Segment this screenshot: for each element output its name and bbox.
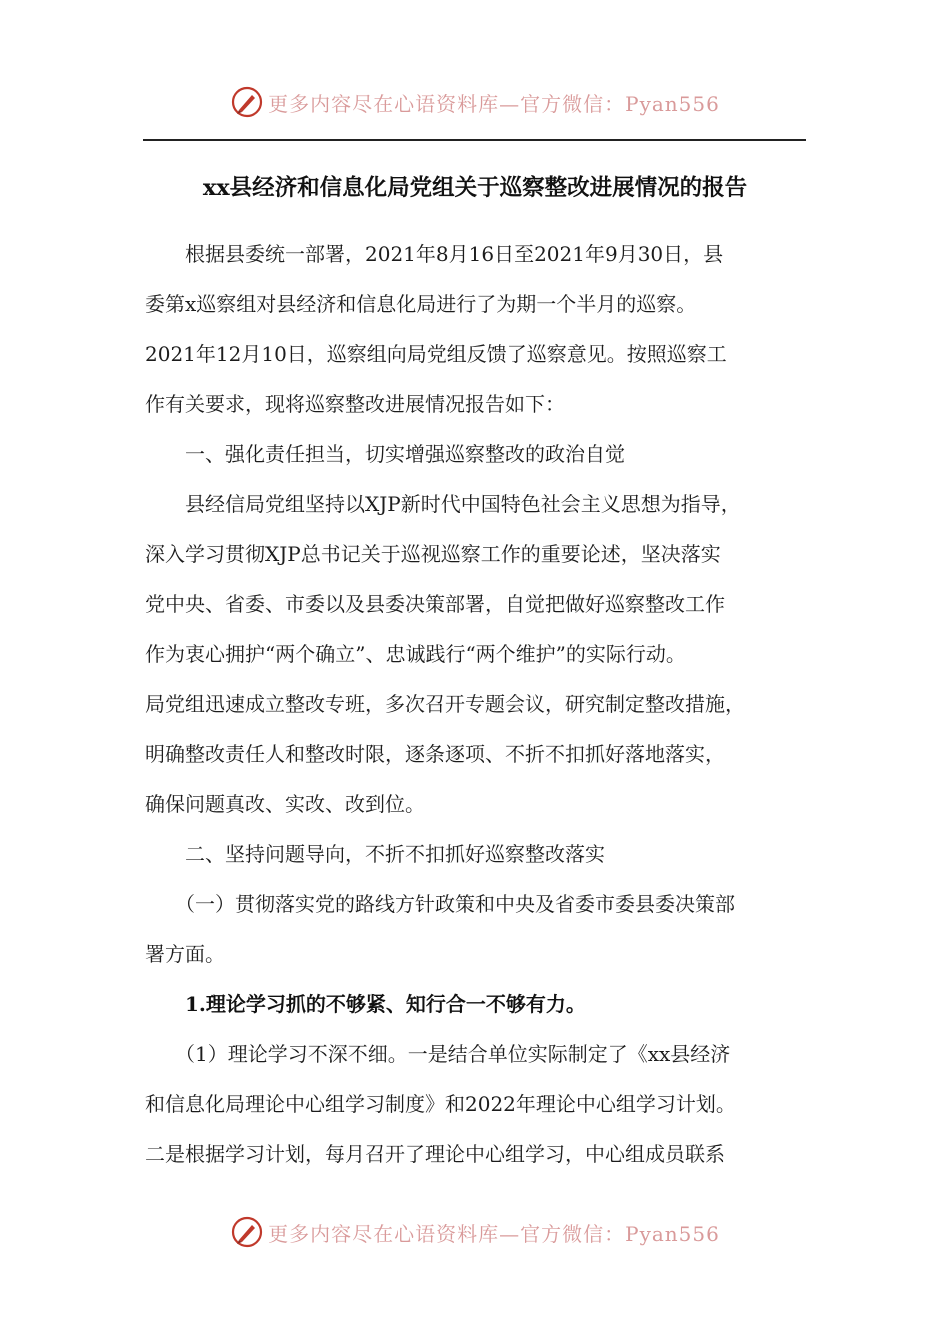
section-heading: 二、坚持问题导向，不折不扣抓好巡察整改落实 (145, 842, 605, 866)
body-line: 局党组迅速成立整改专班，多次召开专题会议，研究制定整改措施， (145, 692, 745, 716)
section-heading: 一、强化责任担当，切实增强巡察整改的政治自觉 (145, 442, 625, 466)
pen-logo-icon (230, 85, 264, 119)
body-line: 明确整改责任人和整改时限，逐条逐项、不折不扣抓好落地落实， (145, 742, 725, 766)
subsection-heading: 1.理论学习抓的不够紧、知行合一不够有力。 (145, 992, 586, 1016)
body-line: 根据县委统一部署，2021年8月16日至2021年9月30日，县 (145, 242, 724, 266)
document-title: xx县经济和信息化局党组关于巡察整改进展情况的报告 (202, 175, 748, 201)
body-line: （一）贯彻落实党的路线方针政策和中央及省委市委县委决策部 (145, 892, 735, 916)
body-line: 作有关要求，现将巡察整改进展情况报告如下： (145, 392, 565, 416)
header-divider (143, 139, 806, 141)
body-line: 署方面。 (145, 942, 225, 966)
body-line: 和信息化局理论中心组学习制度》和2022年理论中心组学习计划。 (145, 1092, 736, 1116)
body-line: 2021年12月10日，巡察组向局党组反馈了巡察意见。按照巡察工 (145, 342, 727, 366)
body-line: 党中央、省委、市委以及县委决策部署，自觉把做好巡察整改工作 (145, 592, 725, 616)
body-line: 县经信局党组坚持以XJP新时代中国特色社会主义思想为指导， (145, 492, 741, 516)
body-line: （1）理论学习不深不细。一是结合单位实际制定了《xx县经济 (145, 1042, 731, 1066)
body-line: 确保问题真改、实改、改到位。 (145, 792, 425, 816)
footer-banner (0, 1210, 950, 1254)
header-banner (0, 80, 950, 124)
pen-logo-icon (230, 1215, 264, 1249)
body-line: 委第x巡察组对县经济和信息化局进行了为期一个半月的巡察。 (145, 292, 697, 316)
footer-banner-text: 更多内容尽在心语资料库—官方微信：Pyan556 (268, 1221, 720, 1246)
header-banner-text: 更多内容尽在心语资料库—官方微信：Pyan556 (268, 91, 720, 116)
body-line: 二是根据学习计划，每月召开了理论中心组学习，中心组成员联系 (145, 1142, 725, 1166)
body-line: 作为衷心拥护“两个确立”、忠诚践行“两个维护”的实际行动。 (145, 642, 686, 666)
body-line: 深入学习贯彻XJP总书记关于巡视巡察工作的重要论述，坚决落实 (145, 542, 721, 566)
